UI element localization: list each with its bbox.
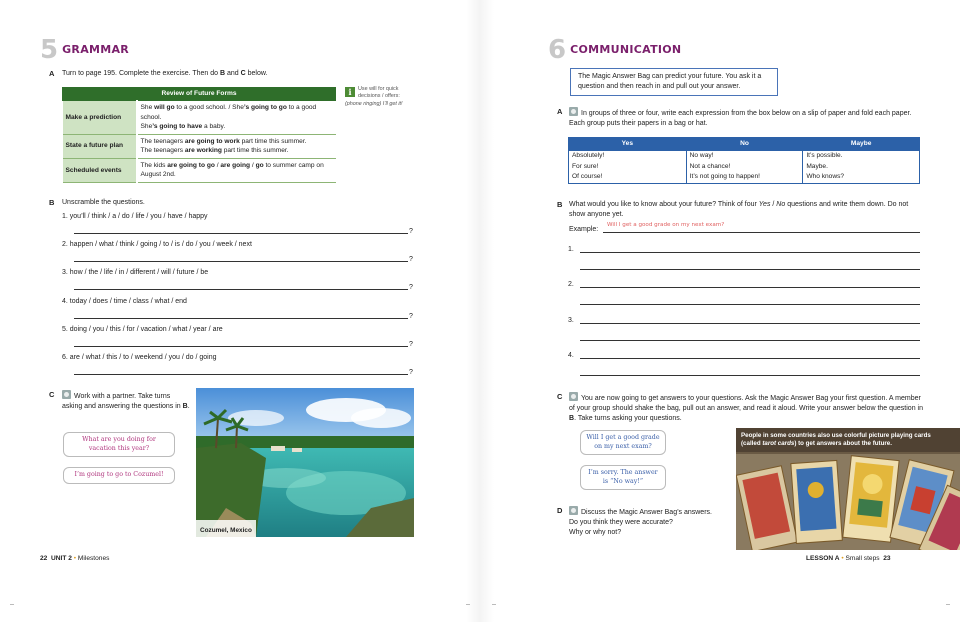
exercise-letter: B (49, 198, 55, 207)
question-mark: ? (409, 284, 413, 291)
row-examples: The teenagers are going to work part time this summer. The teenagers are working part time this summer. (137, 134, 336, 158)
group-work-icon (569, 392, 578, 401)
grammar-section-header (40, 37, 129, 63)
exercise-c-instruction: Work with a partner. Take turns asking and answering the questions in B. (62, 390, 192, 412)
speech-bubble-question: Will I get a good grade on my next exam? (580, 430, 666, 455)
row-examples: She will go to a good school. / She’s going to go to a good school. She’s going to have a baby. (137, 101, 336, 135)
page-number: 22 (40, 555, 48, 562)
column-header: No (686, 138, 803, 151)
table-row (569, 162, 920, 173)
answer-line[interactable] (580, 304, 920, 305)
row-label: State a future plan (63, 134, 137, 158)
exercise-d-instruction: Discuss the Magic Answer Bag’s answers. Do you think they were accurate? Why or why not? (569, 506, 739, 538)
crop-mark (10, 604, 14, 605)
table-cell: Of course! (569, 173, 687, 184)
table-row (569, 173, 920, 184)
unit-label: UNIT 2 (51, 555, 72, 562)
answer-line[interactable] (74, 233, 408, 234)
scrambled-question: 5. doing / you / this / for / vacation / what / year / are (62, 326, 223, 333)
lagoon-illustration (196, 388, 414, 537)
right-page-footer (806, 555, 891, 564)
answer-line[interactable] (74, 374, 408, 375)
exercise-a-instruction: In groups of three or four, write each expression from the box below on a slip of paper and fold each paper. Each group puts their papers in a bag or hat. (569, 107, 924, 129)
row-examples: The kids are going to go / are going / go to summer camp on August 2nd. (137, 158, 336, 182)
answer-line[interactable] (74, 289, 408, 290)
question-mark: ? (409, 256, 413, 263)
speech-bubble-answer: I’m sorry. The answer is “No way!” (580, 465, 666, 490)
question-number: 4. (568, 352, 574, 359)
lesson-title: Small steps (845, 555, 880, 562)
question-mark: ? (409, 369, 413, 376)
answer-line[interactable] (580, 287, 920, 288)
exercise-letter: C (557, 392, 563, 401)
scrambled-question: 1. you’ll / think / a / do / life / you / have / happy (62, 213, 208, 220)
table-cell: No way! (686, 151, 803, 162)
example-line (603, 232, 920, 233)
bullet-icon: • (73, 555, 77, 562)
table-cell: It’s not going to happen! (686, 173, 803, 184)
answer-line[interactable] (74, 261, 408, 262)
photo-caption: Cozumel, Mexico (200, 527, 252, 534)
bullet-icon: • (841, 555, 844, 562)
section-number: 5 (40, 35, 59, 65)
tip-example: (phone ringing) I’ll get it! (345, 101, 403, 107)
crop-mark (466, 604, 470, 605)
answer-line[interactable] (580, 358, 920, 359)
section-title: COMMUNICATION (570, 42, 682, 56)
column-header: Yes (569, 138, 687, 151)
crop-mark (492, 604, 496, 605)
scrambled-question: 2. happen / what / think / going / to / is / do / you / week / next (62, 241, 252, 248)
table-row (63, 134, 336, 158)
section-title: GRAMMAR (62, 42, 130, 56)
table-row (63, 101, 336, 135)
speech-bubble-answer: I’m going to go to Cozumel! (63, 467, 175, 484)
crop-mark (946, 604, 950, 605)
unit-title: Milestones (77, 555, 110, 562)
answer-line[interactable] (580, 269, 920, 270)
table-header: Review of Future Forms (63, 88, 336, 101)
question-number: 2. (568, 281, 574, 288)
table-cell: For sure! (569, 162, 687, 173)
answer-line[interactable] (580, 252, 920, 253)
question-number: 1. (568, 246, 574, 253)
table-cell: It’s possible. (803, 151, 920, 162)
scrambled-question: 4. today / does / time / class / what / end (62, 298, 187, 305)
row-label: Make a prediction (63, 101, 137, 135)
question-mark: ? (409, 341, 413, 348)
answer-line[interactable] (74, 346, 408, 347)
page-number: 23 (883, 555, 891, 562)
table-cell: Who knows? (803, 173, 920, 184)
cozumel-photo (196, 388, 414, 537)
exercise-letter: A (49, 69, 55, 78)
lesson-label: LESSON A (806, 555, 840, 562)
tarot-photo-caption: People in some countries also use colorful picture playing cards (called tarot cards) to get answers about the future. (741, 432, 931, 448)
question-number: 3. (568, 317, 574, 324)
info-icon: i (345, 87, 355, 97)
left-page-footer (40, 555, 109, 564)
exercise-letter: D (557, 506, 563, 515)
exercise-b-instruction: Unscramble the questions. (62, 199, 145, 206)
exercise-b-instruction: What would you like to know about your future? Think of four Yes / No questions and write them down. Do not show anyone yet. (569, 201, 909, 219)
expressions-table (568, 137, 920, 184)
exercise-a-instruction: Turn to page 195. Complete the exercise. Then do B and C below. (62, 70, 268, 77)
exercise-letter: A (557, 107, 563, 116)
tip-text: Use will for quick decisions / offers: (358, 86, 400, 100)
magic-answer-bag-intro: The Magic Answer Bag can predict your future. You ask it a question and then reach in and pull out your answer. (570, 68, 778, 96)
table-cell: Not a chance! (686, 162, 803, 173)
exercise-c-instruction: You are now going to get answers to your questions. Ask the Magic Answer Bag your first question. A member of your group should shake the bag, pull out an answer, and read it aloud. Write your answer below the question in B. Take turns asking your questions. (569, 392, 924, 424)
example-label: Example: (569, 226, 599, 233)
communication-section-header (548, 37, 681, 63)
scrambled-question: 3. how / the / life / in / different / will / future / be (62, 269, 209, 276)
question-mark: ? (409, 313, 413, 320)
question-mark: ? (409, 228, 413, 235)
future-forms-table (62, 87, 336, 183)
row-label: Scheduled events (63, 158, 137, 182)
scrambled-question: 6. are / what / this / to / weekend / you / do / going (62, 354, 217, 361)
column-header: Maybe (803, 138, 920, 151)
speech-bubble-question: What are you doing for vacation this year? (63, 432, 175, 457)
group-work-icon (569, 506, 578, 515)
table-row (569, 151, 920, 162)
table-row (63, 158, 336, 182)
answer-line[interactable] (580, 323, 920, 324)
answer-line[interactable] (74, 318, 408, 319)
group-work-icon (569, 107, 578, 116)
exercise-letter: C (49, 390, 55, 399)
pair-work-icon (62, 390, 71, 399)
section-number: 6 (548, 35, 567, 65)
answer-line[interactable] (580, 340, 920, 341)
answer-line[interactable] (580, 375, 920, 376)
exercise-letter: B (557, 200, 563, 209)
table-cell: Absolutely! (569, 151, 687, 162)
example-answer: Will I get a good grade on my next exam? (607, 222, 725, 228)
table-cell: Maybe. (803, 162, 920, 173)
